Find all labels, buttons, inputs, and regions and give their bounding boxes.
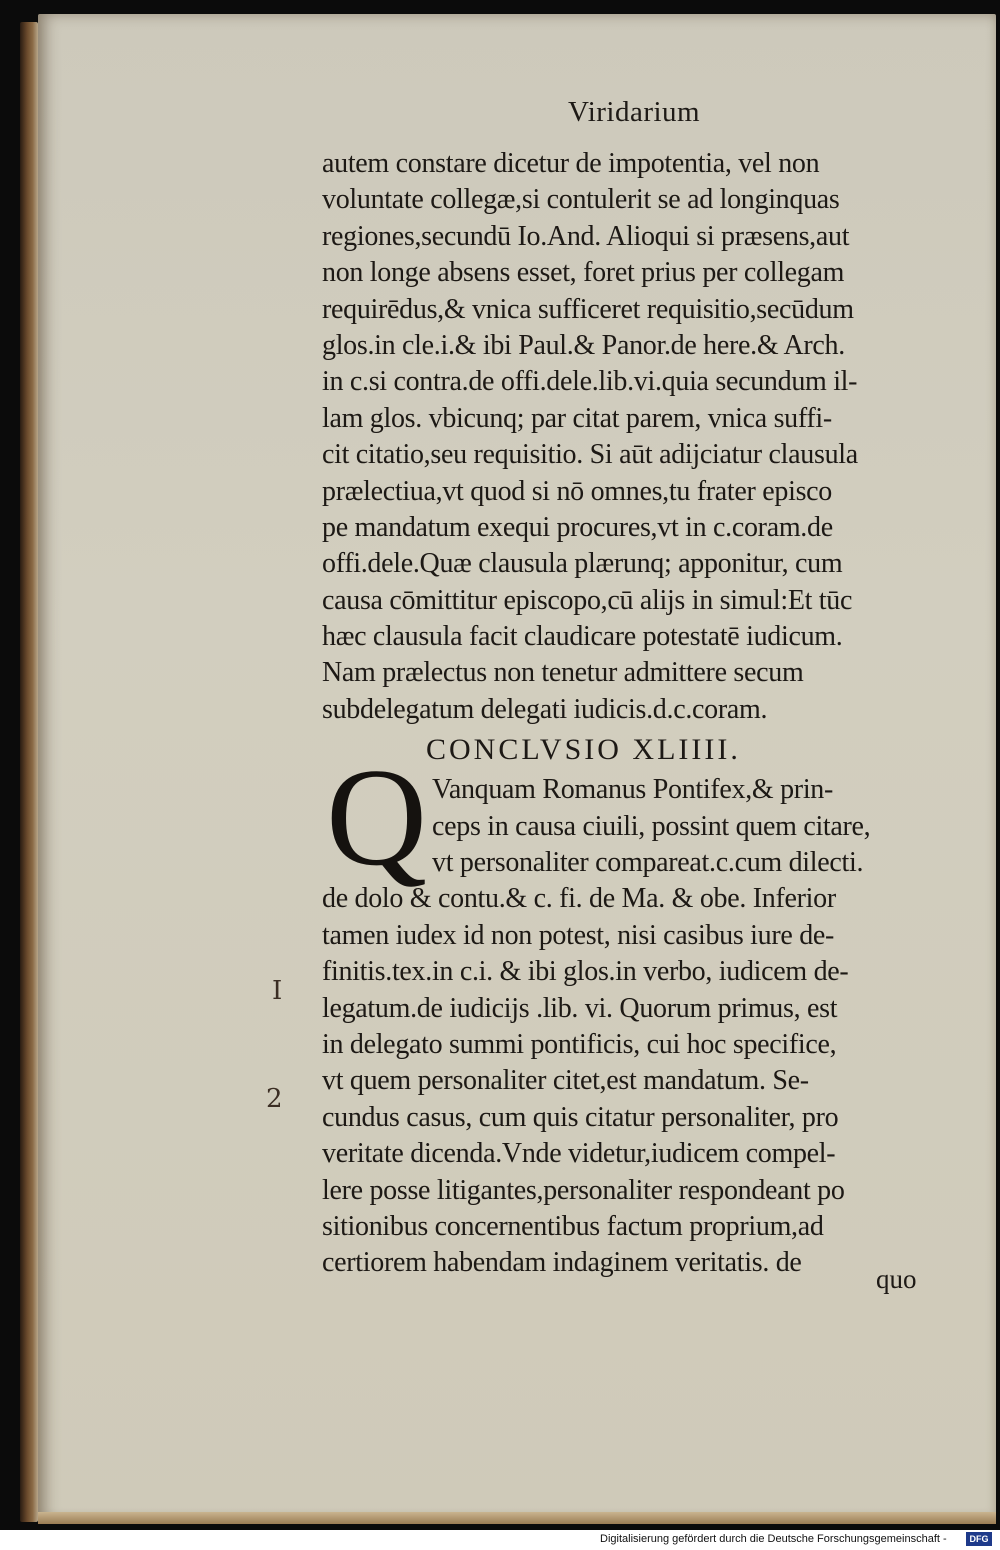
text-line: veritate dicenda.Vnde videtur,iudicem compel- [322, 1138, 836, 1170]
catchword: quo [876, 1264, 917, 1294]
text-line: non longe absens esset, foret prius per collegam [322, 257, 845, 289]
text-line: sitionibus concernentibus factum proprium,ad [322, 1210, 824, 1242]
book-spine-edge [20, 22, 38, 1522]
text-line: de dolo & contu.& c. fi. de Ma. & obe. Inferior [322, 883, 836, 915]
page-bottom-edge [38, 1512, 996, 1524]
text-line: pe mandatum exequi procures,vt in c.coram.de [322, 511, 833, 543]
text-line: in c.si contra.de offi.dele.lib.vi.quia secundum il- [322, 366, 858, 398]
dfg-logo: DFG [966, 1532, 992, 1546]
main-text-block [322, 146, 944, 1282]
text-line: lere posse litigantes,personaliter respondeant po [322, 1174, 845, 1206]
text-line: autem constare dicetur de impotentia, vel non [322, 148, 820, 179]
margin-mark-2: 2 [266, 1084, 283, 1114]
text-line: causa cōmittitur episcopo,cū alijs in simul:Et tūc [322, 584, 853, 616]
text-line-beside-initial: ceps in causa ciuili, possint quem citare, [432, 810, 871, 842]
text-line: cundus casus, cum quis citatur personaliter, pro [322, 1101, 839, 1133]
text-line: in delegato summi pontificis, cui hoc specifice, [322, 1028, 837, 1060]
text-line: Nam prælectus non tenetur admittere secum [322, 657, 804, 689]
running-head: Viridarium [568, 96, 701, 128]
text-line-beside-initial: vt personaliter compareat.c.cum dilecti. [432, 847, 864, 879]
text-line: regiones,secundū Io.And. Alioqui si præsens,aut [322, 220, 850, 252]
text-line: cit citatio,seu requisitio. Si aūt adijciatur clausula [322, 439, 858, 471]
text-line: certiorem habendam indaginem veritatis. de [322, 1247, 802, 1279]
text-line: glos.in cle.i.& ibi Paul.& Panor.de here.& Arch. [322, 329, 845, 361]
footer-credit: Digitalisierung gefördert durch die Deutsche Forschungsgemeinschaft - [600, 1533, 947, 1545]
text-line: lam glos. vbicunq; par citat parem, vnica suffi- [322, 402, 832, 434]
text-line: requirēdus,& vnica sufficeret requisitio,secūdum [322, 293, 854, 325]
text-line: finitis.tex.in c.i. & ibi glos.in verbo, iudicem de- [322, 956, 849, 988]
drop-cap-initial: Q [326, 740, 428, 895]
text-line: vt quem personaliter citet,est mandatum. Se- [322, 1065, 809, 1097]
text-line: hæc clausula facit claudicare potestatē iudicum. [322, 621, 843, 653]
text-line: legatum.de iudicijs .lib. vi. Quorum primus, est [322, 992, 838, 1024]
text-line: voluntate collegæ,si contulerit se ad longinquas [322, 184, 840, 216]
text-line: prælectiua,vt quod si nō omnes,tu frater episco [322, 475, 832, 507]
text-line-beside-initial: Vanquam Romanus Pontifex,& prin- [432, 774, 834, 806]
section-heading: CONCLVSIO XLIIII. [426, 733, 741, 767]
margin-mark-1: I [272, 976, 283, 1006]
text-line: offi.dele.Quæ clausula plærunq; apponitur, cum [322, 548, 843, 580]
text-line: tamen iudex id non potest, nisi casibus iure de- [322, 919, 835, 951]
text-line: subdelegatum delegati iudicis.d.c.coram. [322, 693, 768, 725]
